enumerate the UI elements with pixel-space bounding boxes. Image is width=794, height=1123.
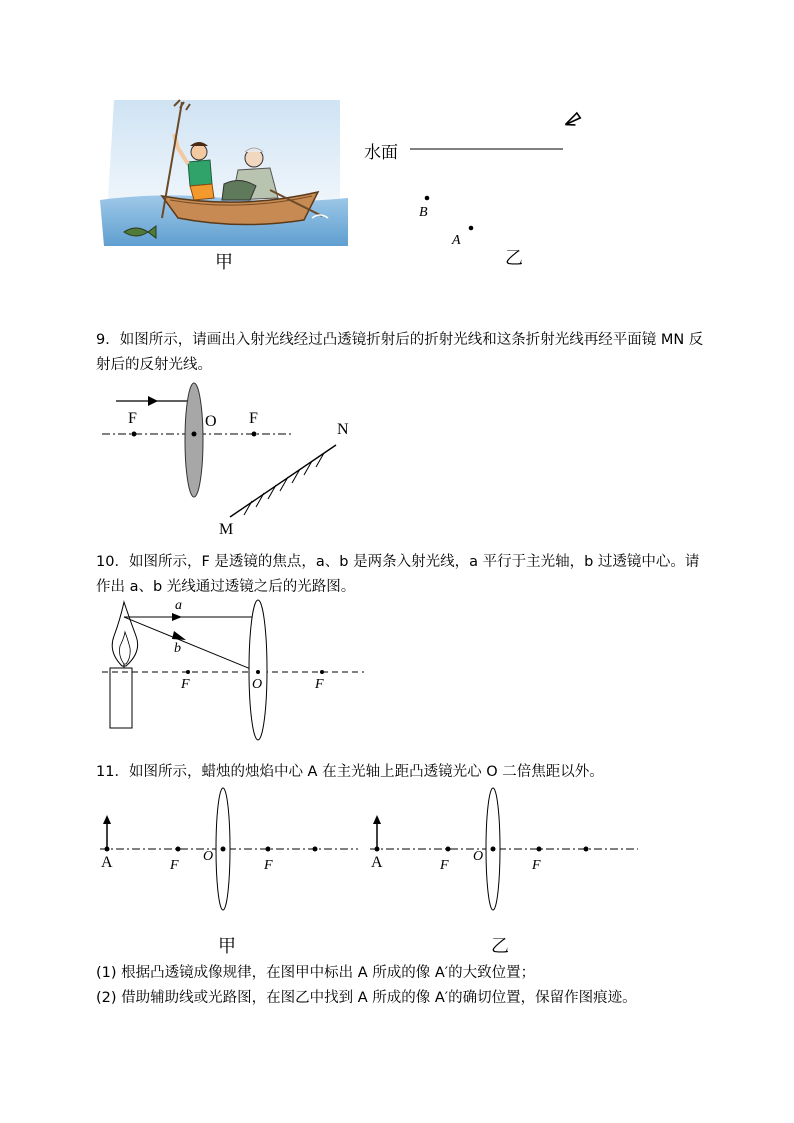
lens-center-dot: [221, 847, 226, 852]
focus-right-dot: [320, 670, 324, 674]
figure-caption-jia: 甲: [215, 252, 233, 273]
question-11-sub-2: (2) 借助辅助线或光路图，在图乙中找到 A 所成的像 A′的确切位置，保留作图痕迹。: [96, 990, 637, 1006]
candle-body: [110, 668, 132, 728]
ray-b: [124, 617, 258, 672]
question-11-diagram-yi: [366, 788, 646, 918]
fishing-boat-illustration: [100, 100, 348, 248]
q11-yi-f2-label: F: [532, 858, 541, 873]
focus-right-dot: [537, 847, 542, 852]
focus-left-dot: [186, 670, 190, 674]
question-9-diagram: [96, 380, 376, 540]
plane-mirror-mn: [230, 445, 336, 517]
q11-jia-a-label: A: [101, 854, 113, 871]
q11-yi-f1-label: F: [440, 858, 449, 873]
q11-jia-o-label: O: [203, 849, 214, 864]
focus-right-dot: [266, 847, 271, 852]
point-a-dot: [105, 847, 110, 852]
question-11-sub-1: (1) 根据凸透镜成像规律，在图甲中标出 A 所成的像 A′的大致位置；: [96, 965, 536, 981]
q11-caption-yi: 乙: [491, 936, 509, 957]
q9-center-label: O: [205, 413, 217, 430]
question-9-text: 9．如图所示，请画出入射光线经过凸透镜折射后的折射光线和这条折射光线再经平面镜 MN 反射后的反射光线。: [96, 332, 704, 373]
q9-mirror-m-label: M: [219, 521, 234, 538]
focus-left-dot: [176, 847, 181, 852]
double-focus-dot: [313, 847, 318, 852]
q10-center-label: O: [252, 677, 263, 692]
q9-mirror-n-label: N: [337, 421, 349, 438]
focus-right-dot: [252, 432, 257, 437]
point-b-label: B: [419, 205, 428, 220]
q9-focus-left-label: F: [128, 410, 137, 427]
focus-left-dot: [132, 432, 137, 437]
lens-center-dot: [491, 847, 496, 852]
point-a-dot: [469, 226, 474, 231]
convex-lens: [185, 383, 203, 497]
q11-yi-a-label: A: [371, 854, 383, 871]
eye-icon: [564, 113, 582, 130]
figure-caption-yi: 乙: [505, 248, 523, 269]
question-11-diagram-jia: [96, 788, 366, 918]
lens-center-dot: [256, 670, 260, 674]
q11-jia-f2-label: F: [264, 858, 273, 873]
q10-ray-a-label: a: [175, 598, 182, 613]
double-focus-dot: [584, 847, 589, 852]
q9-focus-right-label: F: [249, 410, 258, 427]
q10-ray-b-label: b: [174, 641, 181, 656]
q11-caption-jia: 甲: [218, 936, 236, 957]
point-a-dot: [375, 847, 380, 852]
q11-jia-f1-label: F: [170, 858, 179, 873]
question-11-text: 11．如图所示，蜡烛的烛焰中心 A 在主光轴上距凸透镜光心 O 二倍焦距以外。: [96, 764, 604, 780]
q10-focus-right-label: F: [315, 677, 324, 692]
point-b-dot: [425, 196, 430, 201]
q10-focus-left-label: F: [181, 677, 190, 692]
question-10-diagram: [96, 598, 376, 738]
water-surface-label: 水面: [364, 143, 398, 163]
focus-left-dot: [446, 847, 451, 852]
q11-yi-o-label: O: [473, 849, 484, 864]
question-10-text: 10．如图所示，F 是透镜的焦点，a、b 是两条入射光线，a 平行于主光轴，b 过透镜中心。请作出 a、b 光线通过透镜之后的光路图。: [96, 554, 700, 595]
lens-center-dot: [192, 432, 197, 437]
point-a-label: A: [452, 233, 461, 248]
water-surface-diagram: [400, 100, 600, 240]
